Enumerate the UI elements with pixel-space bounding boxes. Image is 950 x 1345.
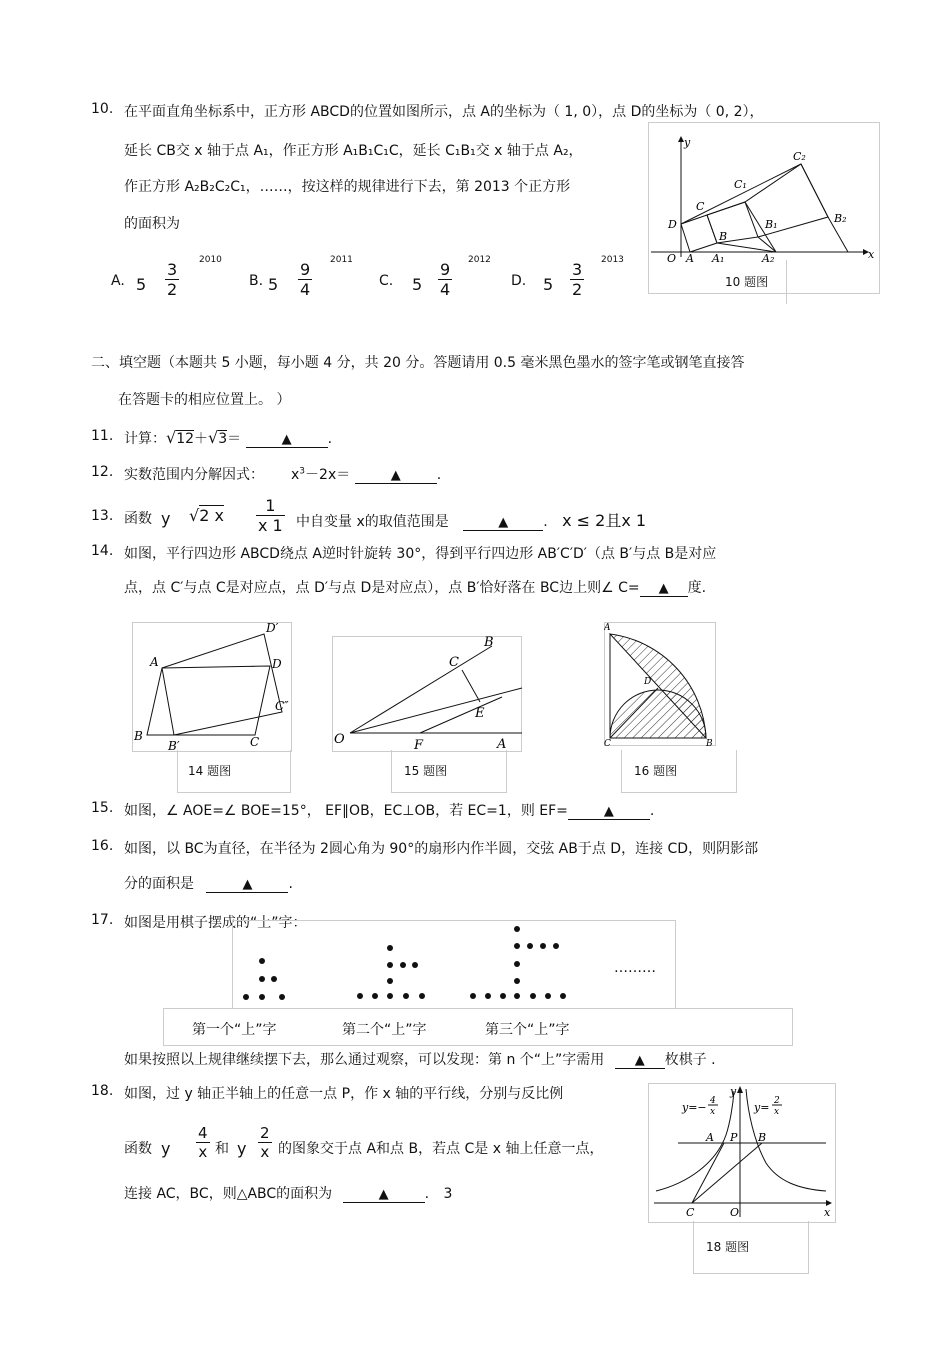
label-Dp: D′ <box>266 622 279 635</box>
chess-piece <box>357 993 363 999</box>
label-x: x <box>824 1206 831 1219</box>
chess-piece <box>470 993 476 999</box>
q18-and: 和 <box>215 1141 229 1157</box>
q15-text: 如图，∠ AOE=∠ BOE=15°， EF∥OB，EC⊥OB，若 EC=1，则 EF= <box>124 803 568 819</box>
q18-caption: 18 题图 <box>706 1240 750 1254</box>
q14-line1: 如图，平行四边形 ABCD绕点 A逆时针旋转 30°，得到平行四边形 AB′C′D′（点 B′与点 B是对应 <box>124 546 717 562</box>
q16-figure <box>604 622 716 748</box>
label-D: D <box>644 677 652 687</box>
q18-fraction2: $\frac{2}{x}$ <box>260 1124 270 1161</box>
q12-end: . <box>436 467 442 483</box>
label-y: y <box>684 136 691 149</box>
q13-sqrt <box>189 506 224 525</box>
sqrt-symbol: √ <box>166 428 177 447</box>
triangle-icon: ▲ <box>390 468 401 483</box>
chess-piece <box>387 993 393 999</box>
chess-piece <box>259 958 265 964</box>
label-B1: B₁ <box>765 218 778 231</box>
chess-piece <box>500 993 506 999</box>
chess-piece <box>545 993 551 999</box>
label-f1-den: x <box>710 1107 716 1117</box>
q18-fn-prefix: 函数 <box>124 1141 152 1157</box>
q18-end: . <box>424 1186 430 1202</box>
chess-piece <box>527 943 533 949</box>
label-f2: y= <box>754 1101 770 1114</box>
option-coef: 5 <box>268 275 279 294</box>
label-A: A <box>497 737 507 752</box>
q17-number: 17. <box>91 912 114 928</box>
q16-end: . <box>288 876 293 892</box>
label-O: O <box>730 1206 740 1219</box>
chess-piece <box>514 993 520 999</box>
chess-piece <box>553 943 559 949</box>
q14-line2: 点，点 C′与点 C是对应点，点 D′与点 D是对应点），点 B′恰好落在 BC边上则∠ C= <box>124 580 640 596</box>
triangle-icon: ▲ <box>378 1187 389 1202</box>
q13-prefix: 函数 <box>124 511 152 527</box>
q11-eq: ＝ <box>227 431 242 447</box>
option-fraction: $\frac{9}{4}$ <box>300 260 311 299</box>
option-fraction: $\frac{3}{2}$ <box>167 260 178 299</box>
label-B: B <box>706 739 713 748</box>
q16-line1: 如图，以 BC为直径，在半径为 2圆心角为 90°的扇形内作半圆，交弦 AB于点 D，连接 CD，则阴影部 <box>124 841 759 857</box>
sqrt-symbol: √ <box>189 506 200 525</box>
option-fraction: $\frac{3}{2}$ <box>572 260 583 299</box>
q12-prefix: 实数范围内分解因式： <box>124 467 264 483</box>
chess-piece <box>412 962 418 968</box>
label-x: x <box>868 248 875 261</box>
q18-figure <box>648 1083 836 1223</box>
chess-piece <box>514 961 520 967</box>
q12-expression <box>291 464 441 484</box>
q16-caption: 16 题图 <box>634 764 678 778</box>
label-B: B <box>719 230 728 243</box>
q10-line1: 在平面直角坐标系中，正方形 ABCD的位置如图所示，点 A的坐标为（ 1, 0），点 D的坐标为（ 0, 2）， <box>124 104 764 120</box>
q15-figure <box>332 630 524 755</box>
q17-question: 如果按照以上规律继续摆下去，那么通过观察，可以发现：第 n 个“上”字需用 <box>124 1052 605 1068</box>
label-A: A <box>686 252 694 262</box>
q17-caption-2: 第二个“上”字 <box>342 1022 427 1038</box>
label-O: O <box>334 732 345 747</box>
q11-end: . <box>327 431 333 447</box>
caption-divider <box>786 260 787 304</box>
label-A: A <box>604 623 611 633</box>
triangle-icon: ▲ <box>498 515 509 530</box>
q11-radicand1: 12 <box>176 431 195 447</box>
q11-answer-blank[interactable] <box>246 431 328 448</box>
q14-number: 14. <box>91 543 114 559</box>
q18-answer-blank[interactable] <box>343 1186 425 1203</box>
chess-piece <box>419 993 425 999</box>
q17-answer-blank[interactable] <box>615 1052 665 1069</box>
chess-piece <box>514 943 520 949</box>
q14-caption: 14 题图 <box>188 764 232 778</box>
q17-caption-1: 第一个“上”字 <box>192 1022 277 1038</box>
chess-piece <box>259 994 265 1000</box>
label-f2-den: x <box>774 1107 780 1117</box>
option-label: C. <box>379 273 394 289</box>
q18-line3-wrap <box>124 1183 452 1203</box>
label-E: E <box>475 706 485 721</box>
option-label: A. <box>111 273 125 289</box>
q15-answer-blank[interactable] <box>568 803 650 820</box>
label-D: D <box>668 218 677 231</box>
q16-answer-blank[interactable] <box>206 876 288 893</box>
chess-piece <box>514 978 520 984</box>
label-C1: C₁ <box>734 178 747 191</box>
label-Cp: C″ <box>275 699 289 713</box>
q10-line2: 延长 CB交 x 轴于点 A₁，作正方形 A₁B₁C₁C，延长 C₁B₁交 x 轴于点 A₂， <box>124 143 583 159</box>
q16-line2: 分的面积是 <box>124 876 194 892</box>
chess-piece <box>259 976 265 982</box>
label-F: F <box>414 738 424 753</box>
q12-expr-sup: 3 <box>299 466 306 477</box>
triangle-icon: ▲ <box>281 432 292 447</box>
label-D: D <box>272 657 282 671</box>
q13-fraction: $\frac{1}{x 1}$ <box>258 496 283 535</box>
triangle-icon: ▲ <box>242 877 253 892</box>
label-B2: B₂ <box>834 212 847 225</box>
q16-line2-wrap <box>124 873 293 893</box>
triangle-icon: ▲ <box>658 581 669 596</box>
q10-line3: 作正方形 A₂B₂C₂C₁，……，按这样的规律进行下去，第 2013 个正方形 <box>124 179 571 195</box>
label-A2: A₂ <box>762 252 775 262</box>
q14-figure <box>132 622 292 752</box>
chess-piece <box>530 993 536 999</box>
label-C: C <box>696 200 705 213</box>
label-C: C <box>604 739 611 748</box>
label-C2: C₂ <box>793 150 806 163</box>
chess-piece <box>540 943 546 949</box>
q13-answer-blank[interactable] <box>463 514 543 531</box>
label-A: A <box>150 655 159 669</box>
q11-radicand2: 3 <box>218 431 228 447</box>
q18-fn-rest: 的图象交于点 A和点 B，若点 C是 x 轴上任意一点， <box>278 1141 604 1157</box>
label-y: y <box>730 1085 737 1098</box>
option-fraction: $\frac{9}{4}$ <box>440 260 451 299</box>
option-coef: 5 <box>136 275 147 294</box>
chess-piece <box>387 978 393 984</box>
chess-piece <box>279 994 285 1000</box>
q14-unit: 度. <box>687 580 707 596</box>
q17-figure-frame <box>232 920 676 1009</box>
chess-piece <box>243 994 249 1000</box>
label-Bp: B′ <box>168 739 180 752</box>
sqrt-symbol: √ <box>208 428 219 447</box>
chess-piece <box>387 945 393 951</box>
q17-caption-3: 第三个“上”字 <box>485 1022 570 1038</box>
label-f2-num: 2 <box>774 1096 780 1106</box>
option-label: D. <box>511 273 527 289</box>
label-f1-num: 4 <box>710 1096 716 1106</box>
chess-piece <box>514 926 520 932</box>
q12-answer-blank[interactable] <box>355 467 437 484</box>
option-exponent: 2011 <box>330 255 353 265</box>
q13-radicand: 2 x <box>199 506 224 525</box>
option-coef: 5 <box>543 275 554 294</box>
q18-answer: 3 <box>443 1186 453 1202</box>
label-B: B <box>484 635 494 650</box>
label-A: A <box>706 1131 714 1144</box>
option-exponent: 2010 <box>199 255 222 265</box>
q15-text-wrap <box>124 800 654 820</box>
q11-prefix: 计算： <box>124 431 166 447</box>
label-P: P <box>730 1131 738 1144</box>
q12-expr-a: x <box>291 467 300 483</box>
q18-number: 18. <box>91 1083 114 1099</box>
q10-figure <box>648 122 878 262</box>
option-label: B. <box>249 273 264 289</box>
q12-number: 12. <box>91 464 114 480</box>
section2-heading-line2: 在答题卡的相应位置上。 ） <box>118 392 291 408</box>
q18-line1: 如图，过 y 轴正半轴上的任意一点 P，作 x 轴的平行线，分别与反比例 <box>124 1086 564 1102</box>
label-C: C <box>250 735 260 749</box>
label-O: O <box>667 252 677 262</box>
q17-unit: 枚棋子 . <box>664 1052 716 1068</box>
q18-line3: 连接 AC，BC，则△ABC的面积为 <box>124 1186 333 1202</box>
q15-number: 15. <box>91 800 114 816</box>
q17-ellipsis: ……… <box>614 960 656 976</box>
chess-piece <box>271 976 277 982</box>
q14-answer-blank[interactable] <box>640 580 688 597</box>
q18-fraction1: $\frac{4}{x}$ <box>198 1124 208 1161</box>
option-exponent: 2012 <box>468 255 491 265</box>
q12-expr-b: －2x＝ <box>305 467 351 483</box>
q16-number: 16. <box>91 838 114 854</box>
q17-intro: 如图是用棋子摆成的“上”字： <box>124 915 307 931</box>
q18-y1: y <box>161 1139 171 1158</box>
triangle-icon: ▲ <box>603 804 614 819</box>
q13-middle: 中自变量 x的取值范围是 <box>296 514 449 530</box>
q15-caption: 15 题图 <box>404 764 448 778</box>
q10-caption: 10 题图 <box>725 275 769 289</box>
chess-piece <box>400 962 406 968</box>
q13-number: 13. <box>91 508 114 524</box>
section2-heading-line1: 二、填空题（本题共 5 小题，每小题 4 分，共 20 分。答题请用 0.5 毫米黑色墨水的签字笔或钢笔直接答 <box>91 355 745 371</box>
q17-question-wrap <box>124 1049 716 1069</box>
q13-y: y <box>161 509 171 528</box>
option-exponent: 2013 <box>601 255 624 265</box>
label-B: B <box>758 1131 767 1144</box>
q10-number: 10. <box>91 101 114 117</box>
chess-piece <box>560 993 566 999</box>
chess-piece <box>403 993 409 999</box>
chess-piece <box>387 962 393 968</box>
triangle-icon: ▲ <box>634 1053 645 1068</box>
label-A1: A₁ <box>712 252 725 262</box>
q13-end: . <box>543 514 548 530</box>
chess-piece <box>372 993 378 999</box>
q13-answer: x ≤ 2且x 1 <box>562 511 647 530</box>
q14-line2-wrap <box>124 577 706 597</box>
label-B: B <box>134 729 143 743</box>
q11-plus: ＋ <box>194 431 209 447</box>
q15-end: . <box>649 803 655 819</box>
q18-y2: y <box>237 1139 247 1158</box>
q11-text <box>124 428 332 448</box>
label-f1: y=− <box>682 1101 707 1114</box>
option-coef: 5 <box>412 275 423 294</box>
label-C: C <box>686 1206 695 1219</box>
q10-line4: 的面积为 <box>124 216 180 232</box>
chess-piece <box>485 993 491 999</box>
label-C: C <box>449 655 459 670</box>
q11-number: 11. <box>91 428 114 444</box>
q13-body <box>296 508 646 531</box>
